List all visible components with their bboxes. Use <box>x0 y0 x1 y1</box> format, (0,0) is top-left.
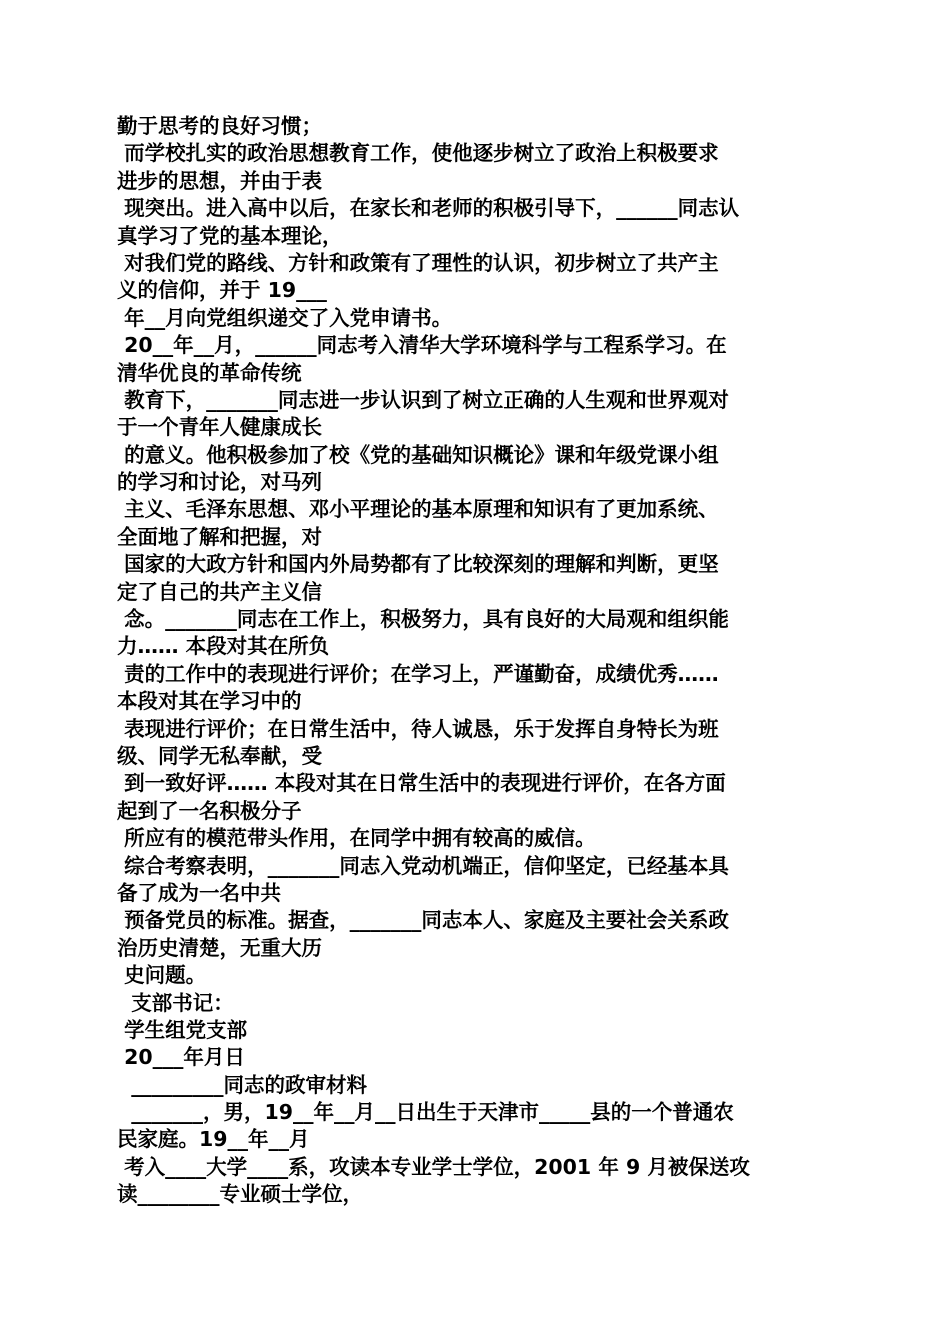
text-line: 力…… 本段对其在所负 <box>117 634 330 659</box>
text-line: 备了成为一名中共 <box>117 880 281 905</box>
text-line: _______，男，19__年__月__日出生于天津市_____县的一个普通农 <box>117 1100 734 1125</box>
text-line: 责的工作中的表现进行评价；在学习上，严谨勤奋，成绩优秀…… <box>117 661 719 686</box>
text-line: 级、同学无私奉献，受 <box>117 743 322 768</box>
text-line: 进步的思想，并由于表 <box>117 168 322 193</box>
text-line: 本段对其在学习中的 <box>117 689 302 714</box>
text-line: 的意义。他积极参加了校《党的基础知识概论》课和年级党课小组 <box>117 442 719 467</box>
text-line: 定了自己的共产主义信 <box>117 579 322 604</box>
text-line: 综合考察表明，_______同志入党动机端正，信仰坚定，已经基本具 <box>117 853 729 878</box>
text-line: 起到了一名积极分子 <box>117 798 302 823</box>
text-line: 而学校扎实的政治思想教育工作，使他逐步树立了政治上积极要求 <box>117 141 719 166</box>
text-line: 史问题。 <box>117 963 207 988</box>
document-body <box>117 113 837 1209</box>
signature-label: 支部书记： <box>117 990 234 1015</box>
text-line: 义的信仰，并于 19___ <box>117 278 327 303</box>
text-line: 念。_______同志在工作上，积极努力，具有良好的大局观和组织能 <box>117 607 729 632</box>
text-line: 所应有的模范带头作用，在同学中拥有较高的威信。 <box>117 826 596 851</box>
text-line: 于一个青年人健康成长 <box>117 415 322 440</box>
text-line: 主义、毛泽东思想、邓小平理论的基本原理和知识有了更加系统、 <box>117 497 719 522</box>
text-line: 对我们党的路线、方针和政策有了理性的认识，初步树立了共产主 <box>117 250 719 275</box>
text-line: 勤于思考的良好习惯； <box>117 114 322 138</box>
text-line: 的学习和讨论，对马列 <box>117 470 322 495</box>
text-line: 考入____大学____系，攻读本专业学士学位，2001 年 9 月被保送攻 <box>117 1154 750 1179</box>
text-line: 治历史清楚，无重大历 <box>117 935 322 960</box>
text-line: 表现进行评价；在日常生活中，待人诚恳，乐于发挥自身特长为班 <box>117 716 719 741</box>
text-line: 教育下，_______同志进一步认识到了树立正确的人生观和世界观对 <box>117 387 729 412</box>
text-line: 预备党员的标准。据查，_______同志本人、家庭及主要社会关系政 <box>117 908 729 933</box>
date-line: 20___年月日 <box>117 1045 245 1070</box>
text-line: 20__年__月，______同志考入清华大学环境科学与工程系学习。在 <box>117 333 727 358</box>
text-line: 现突出。进入高中以后，在家长和老师的积极引导下，______同志认 <box>117 196 740 221</box>
text-line: 清华优良的革命传统 <box>117 360 302 385</box>
text-line: 国家的大政方针和国内外局势都有了比较深刻的理解和判断，更坚 <box>117 552 719 577</box>
branch-name: 学生组党支部 <box>117 1017 248 1042</box>
text-line: 全面地了解和把握，对 <box>117 524 322 549</box>
text-line: 真学习了党的基本理论， <box>117 223 343 248</box>
section-title: _________同志的政审材料 <box>117 1072 368 1097</box>
text-line: 到一致好评…… 本段对其在日常生活中的表现进行评价，在各方面 <box>117 771 726 796</box>
text-line: 年__月向党组织递交了入党申请书。 <box>117 305 453 330</box>
text-line: 民家庭。19__年__月 <box>117 1127 310 1152</box>
text-line: 读________专业硕士学位， <box>117 1182 363 1207</box>
